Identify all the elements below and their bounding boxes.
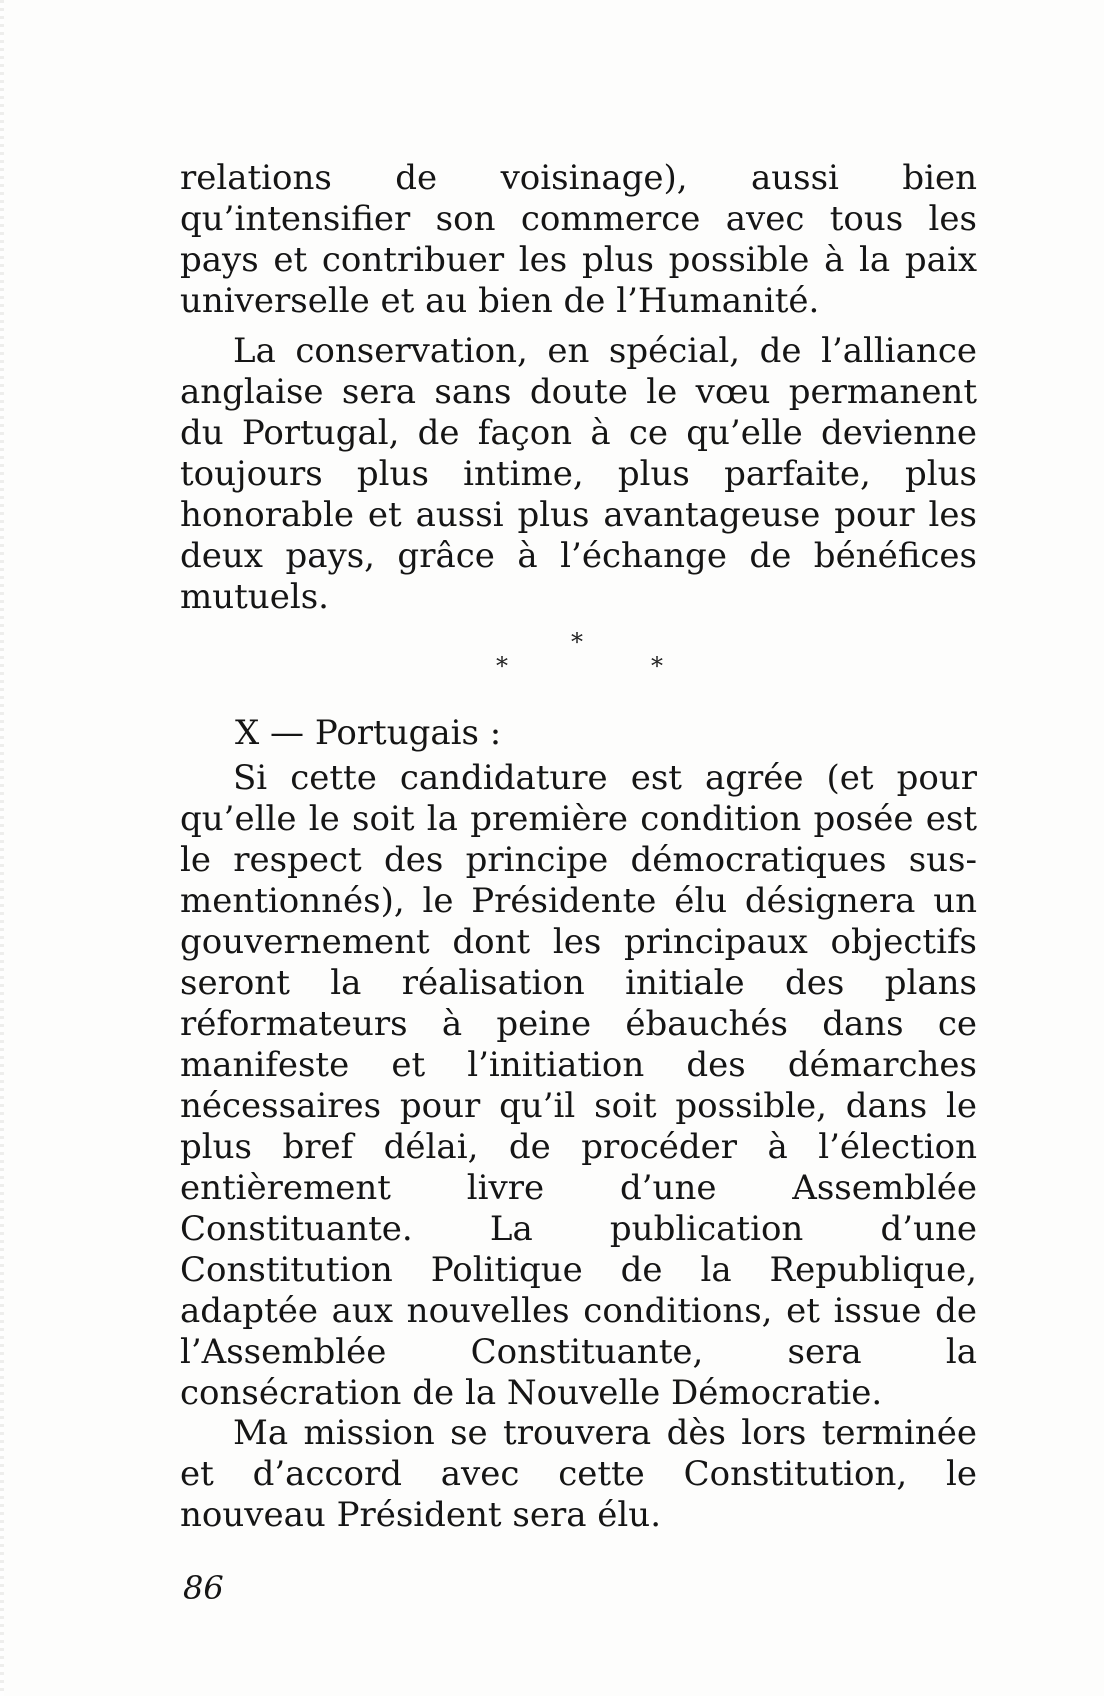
paragraph-mission: Ma mission se trouvera dès lors terminée et d’accord avec cette Constitution, le nouveau Président sera élu. (180, 1413, 977, 1535)
paragraph-candidature: Si cette candidature est agrée (et pour qu’elle le soit la première condition posée est le respect des principe démocratiques sus-mentionnés), le Présidente élu désignera un gouvernement dont les principaux objectifs seront la réalisation initiale des plans réformateurs à peine ébauchés dans ce manifeste et l’initiation des démarches nécessaires pour qu’il soit possible, dans le plus bref délai, de procéder à l’élection entièrement livre d’une Assemblée Constituante. La publication d’une Constitution Politique de la Republique, adaptée aux nouvelles conditions, et issue de l’Assemblée Constituante, sera la consécration de la Nouvelle Démocratie. (180, 758, 977, 1413)
section-heading: X — Portugais : (235, 713, 502, 753)
separator-star: * (651, 652, 663, 680)
separator-star: * (571, 628, 583, 656)
page-number: 86 (183, 1569, 224, 1607)
section-separator (0, 628, 1104, 678)
paragraph-alliance: La conservation, en spécial, de l’alliance anglaise sera sans doute le vœu permanent du Portugal, de façon à ce qu’elle devienne toujours plus intime, plus parfaite, plus honorable et aussi plus avantageuse pour les deux pays, grâce à l’échange de bénéfices mutuels. (180, 331, 977, 617)
page-edge (0, 0, 4, 1696)
paragraph-continuation: relations de voisinage), aussi bien qu’intensifier son commerce avec tous les pays et contribuer les plus possible à la paix universelle et au bien de l’Humanité. (180, 158, 977, 321)
separator-star: * (496, 652, 508, 680)
